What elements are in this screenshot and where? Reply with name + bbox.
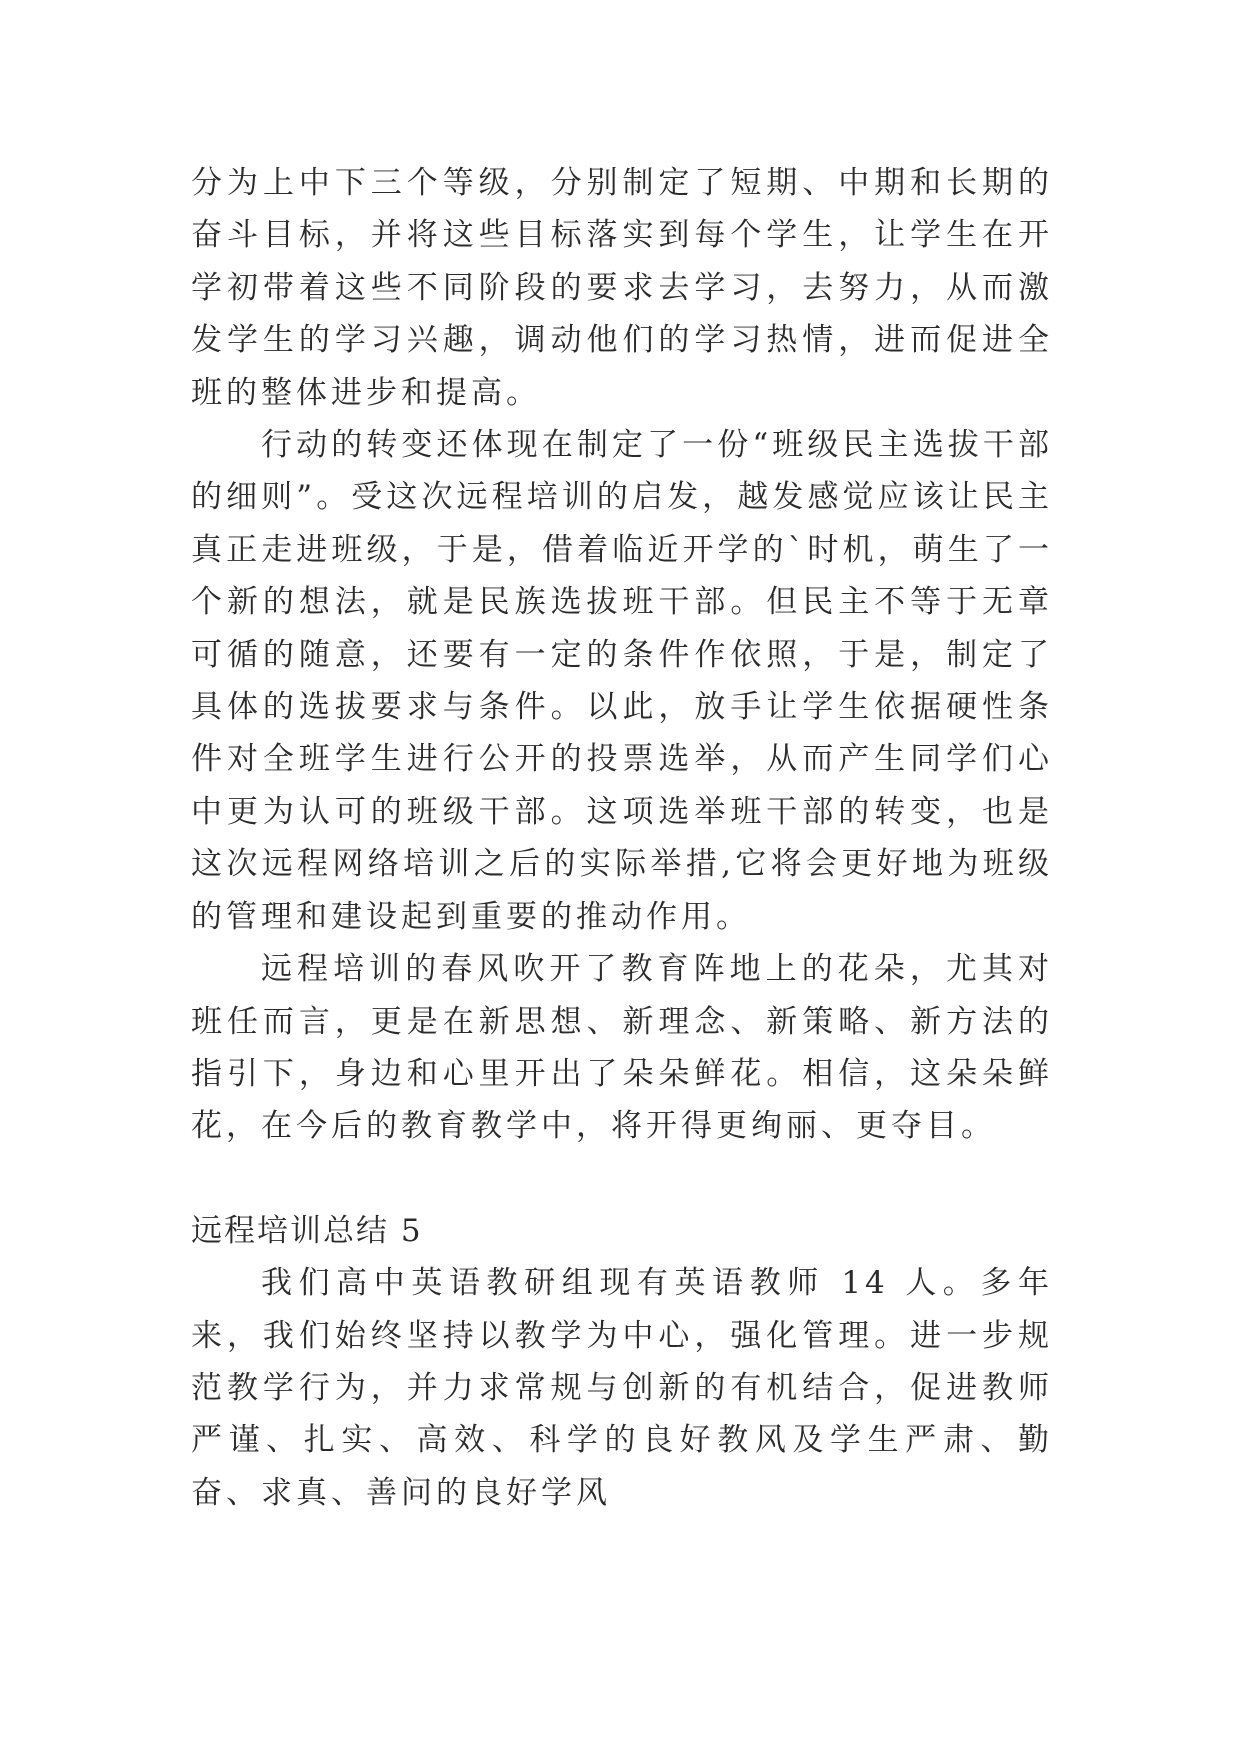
paragraph-conclusion: 远程培训的春风吹开了教育阵地上的花朵，尤其对班任而言，更是在新思想、新理念、新策略、新方法的指引下，身边和心里开出了朵朵鲜花。相信，这朵朵鲜花，在今后的教育教学中，将开得更绚丽、更夺目。 <box>191 951 1053 1145</box>
paragraph-cadre-selection: 行动的转变还体现在制定了一份“班级民主选拔干部的细则”。受这次远程培训的启发，越发感觉应该让民主真正走进班级，于是，借着临近开学的`时机，萌生了一个新的想法，就是民族选拔班干部。但民主不等于无章可循的随意，还要有一定的条件作依照，于是，制定了具体的选拔要求与条件。以此，放手让学生依据硬性条件对全班学生进行公开的投票选举，从而产生同学们心中更为认可的班级干部。这项选举班干部的转变，也是这次远程网络培训之后的实际举措,它将会更好地为班级的管理和建设起到重要的推动作用。 <box>191 427 1053 935</box>
paragraph-english-group: 我们高中英语教研组现有英语教师 14 人。多年来，我们始终坚持以教学为中心，强化管理。进一步规范教学行为，并力求常规与创新的有机结合，促进教师严谨、扎实、高效、科学的良好教风及学生严肃、勤奋、求真、善问的良好学风 <box>191 1265 1053 1511</box>
document-body <box>191 157 1053 1519</box>
section-heading: 远程培训总结 5 <box>191 1212 423 1249</box>
paragraph-goals: 分为上中下三个等级，分别制定了短期、中期和长期的奋斗目标，并将这些目标落实到每个学生，让学生在开学初带着这些不同阶段的要求去学习，去努力，从而激发学生的学习兴趣，调动他们的学习热情，进而促进全班的整体进步和提高。 <box>191 165 1053 411</box>
